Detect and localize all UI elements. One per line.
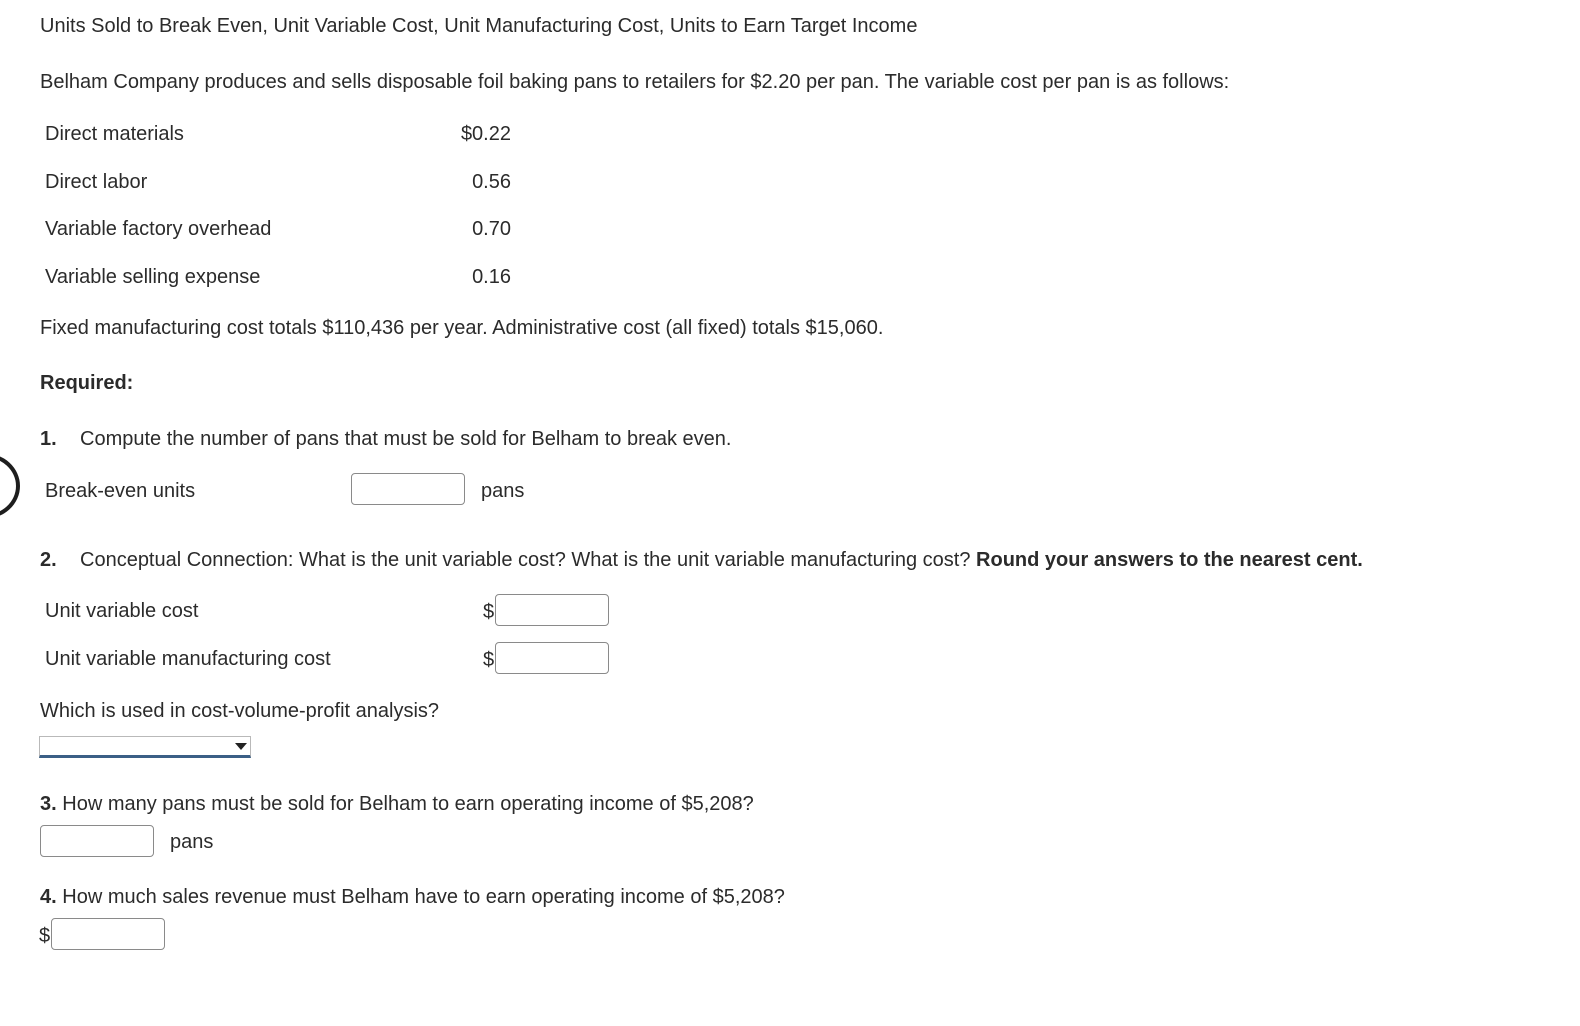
sales-revenue-input[interactable]	[51, 918, 165, 950]
q3-text: How many pans must be sold for Belham to earn operating income of $5,208?	[62, 793, 754, 815]
cost-value-direct-materials: $0.22	[460, 123, 511, 145]
cost-value-variable-factory-overhead: 0.70	[472, 218, 511, 240]
cvp-question: Which is used in cost-volume-profit analysis?	[40, 700, 440, 722]
unit-variable-mfg-cost-currency: $	[483, 649, 495, 671]
q1-number: 1.	[40, 428, 57, 450]
target-income-units-input[interactable]	[40, 825, 154, 857]
q2-text-line	[80, 548, 1363, 572]
q4-line	[40, 885, 785, 909]
page-title: Units Sold to Break Even, Unit Variable Cost, Unit Manufacturing Cost, Units to Earn Target Income	[40, 15, 918, 37]
break-even-units-input[interactable]	[351, 473, 465, 505]
q2-number: 2.	[40, 549, 57, 571]
question-focus-marker	[0, 453, 20, 519]
cost-value-variable-selling-expense: 0.16	[472, 266, 511, 288]
q3-line	[40, 792, 754, 816]
q3-number: 3.	[40, 793, 57, 815]
break-even-units-label: Break-even units	[45, 480, 196, 502]
cost-value-direct-labor: 0.56	[472, 171, 511, 193]
unit-variable-cost-currency: $	[483, 601, 495, 623]
fixed-costs-text: Fixed manufacturing cost totals $110,436 per year. Administrative cost (all fixed) totals $15,060.	[40, 317, 884, 339]
q4-text: How much sales revenue must Belham have to earn operating income of $5,208?	[62, 886, 785, 908]
unit-variable-cost-label: Unit variable cost	[45, 600, 199, 622]
cost-label-direct-labor: Direct labor	[45, 171, 148, 193]
cost-label-direct-materials: Direct materials	[45, 123, 184, 145]
cvp-dropdown[interactable]	[39, 736, 251, 758]
cost-label-variable-factory-overhead: Variable factory overhead	[45, 218, 272, 240]
q2-text: Conceptual Connection: What is the unit variable cost? What is the unit variable manufacturing cost?	[80, 549, 971, 571]
chevron-down-icon[interactable]	[235, 743, 247, 750]
unit-variable-cost-input[interactable]	[495, 594, 609, 626]
q1-unit-label: pans	[481, 480, 525, 502]
unit-variable-mfg-cost-input[interactable]	[495, 642, 609, 674]
problem-intro: Belham Company produces and sells disposable foil baking pans to retailers for $2.20 per pan. The variable cost per pan is as follows:	[40, 71, 1230, 93]
cost-label-variable-selling-expense: Variable selling expense	[45, 266, 261, 288]
required-heading: Required:	[40, 372, 134, 394]
q3-unit-label: pans	[170, 831, 214, 853]
unit-variable-mfg-cost-label: Unit variable manufacturing cost	[45, 648, 331, 670]
q1-text: Compute the number of pans that must be sold for Belham to break even.	[80, 428, 732, 450]
sales-revenue-currency: $	[39, 925, 51, 947]
q4-number: 4.	[40, 886, 57, 908]
q2-instruction: Round your answers to the nearest cent.	[976, 549, 1363, 571]
